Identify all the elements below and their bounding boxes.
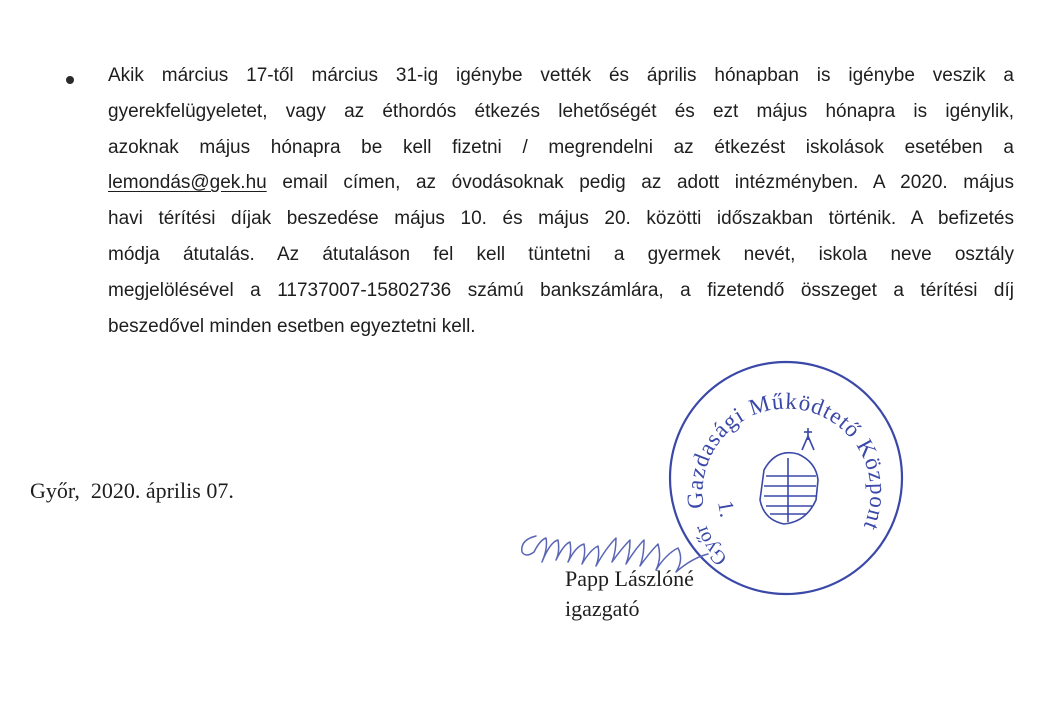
svg-text:Gazdasági Működtető Központ xyxy=(682,388,891,534)
email-link[interactable]: lemondás@gek.hu xyxy=(108,172,267,194)
stamp-ring-text: Gazdasági Működtető Központ xyxy=(682,388,891,535)
body-paragraph xyxy=(108,58,1014,344)
paragraph-line: Akik március 17-től március 31-ig igénybe vették és április hónapban is igénybe veszik a xyxy=(108,65,1014,86)
paragraph-line: azoknak május hónapra be kell fizetni / megrendelni az étkezést iskolások esetében a xyxy=(108,136,1014,158)
paragraph-line: módja átutalás. Az átutaláson fel kell tüntetni a gyermek nevét, iskola neve osztály xyxy=(108,243,1014,265)
signer-name: Papp Lászlóné xyxy=(565,566,694,591)
bullet-icon xyxy=(66,76,74,84)
coat-of-arms-icon xyxy=(760,428,818,524)
paragraph-line: havi térítési díjak beszedése május 10. és május 20. közötti időszakban történik. A befizetés xyxy=(108,208,1014,230)
paragraph-line: beszedővel minden esetben egyeztetni kell. xyxy=(108,315,476,337)
stamp-city-text: Győr xyxy=(689,522,732,570)
paragraph-line: gyerekfelügyeletet, vagy az éthordós étkezés lehetőségét és ezt május hónapra is igénylik, xyxy=(108,100,1014,122)
signer-block xyxy=(565,564,694,624)
place-date: Győr, 2020. április 07. xyxy=(30,478,234,503)
paragraph-line-text: email címen, az óvodásoknak pedig az adott intézményben. A 2020. május xyxy=(282,172,1014,194)
signer-title: igazgató xyxy=(565,596,640,621)
paragraph-line xyxy=(108,165,1014,201)
paragraph-line: megjelölésével a 11737007-15802736 számú bankszámlára, a fizetendő összeget a térítési díj xyxy=(108,279,1014,301)
stamp-number: 1. xyxy=(713,498,741,520)
